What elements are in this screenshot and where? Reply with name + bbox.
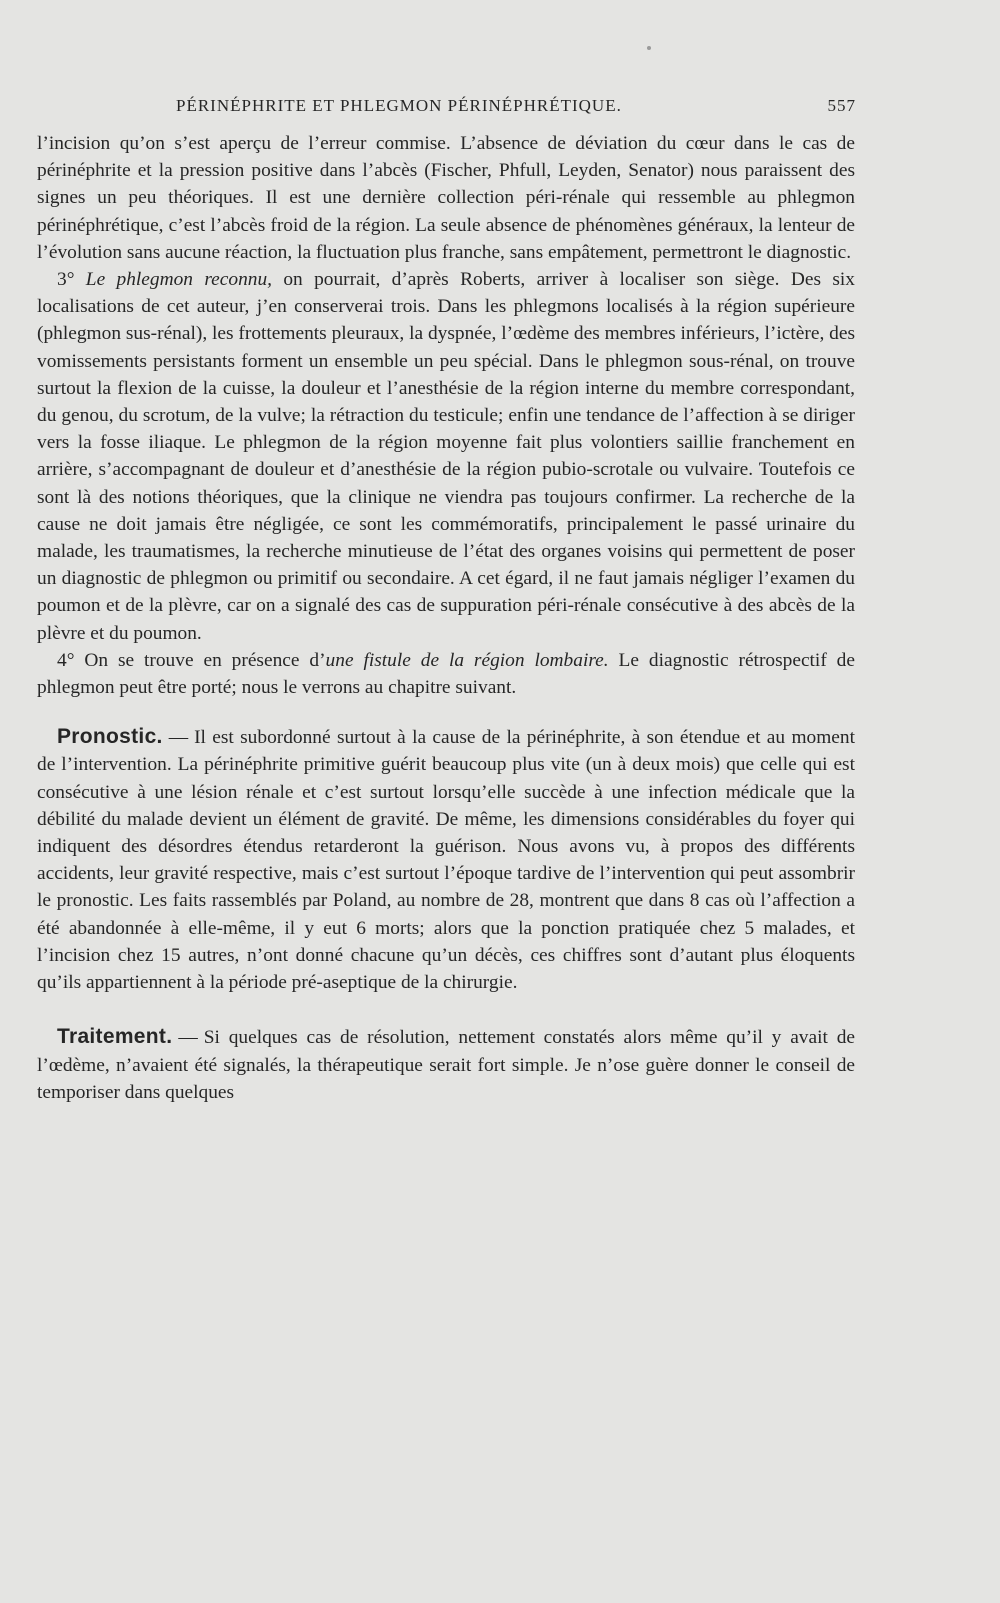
emphasis-text: une fistule de la région lombaire. xyxy=(325,649,609,671)
emphasis-text: Le phlegmon reconnu, xyxy=(85,269,273,291)
paragraph-text: On se trouve en présence d’ xyxy=(84,649,326,671)
em-dash: — xyxy=(168,727,189,749)
paragraph-fistule xyxy=(37,647,855,701)
em-dash: — xyxy=(178,1027,198,1049)
section-traitement xyxy=(37,1023,855,1106)
paper-speck xyxy=(647,46,651,50)
section-text: Si quelques cas de résolution, nettement constatés alors même qu’il y avait de l’œdème, n’avaient été signalés, la thérapeutique serait fort simple. Je n’ose guère donner le conseil de temporiser dans quelques xyxy=(37,1027,855,1103)
running-header xyxy=(176,96,856,124)
paragraph-text: on pourrait, d’après Roberts, arriver à localiser son siège. Des six localisations de cet auteur, j’en conserverai trois. Dans les phlegmons localisés à la région supérieure (phlegmon sus-rénal), les frottements pleuraux, la dyspnée, l’œdème des membres inférieurs, l’ictère, des vomissements persistants forment un ensemble un peu spécial. Dans le phlegmon sous-rénal, on trouve surtout la flexion de la cuisse, la douleur et l’anesthésie de la région interne du membre correspondant, du genou, du scrotum, de la vulve; la rétraction du testicule; enfin une tendance de l’affection à se diriger vers la fosse iliaque. Le phlegmon de la région moyenne fait plus volontiers saillie franchement en arrière, s’accompagnant de douleur et d’anesthésie de la région pubio-scrotale ou vulvaire. Toutefois ce sont là des notions théoriques, que la clinique ne viendra pas toujours confirmer. La recherche de la cause ne doit jamais être négligée, ce sont les commémoratifs, principalement le passé urinaire du malade, les traumatismes, la recherche minutieuse de l’état des organes voisins qui permettent de poser un diagnostic de phlegmon ou primitif ou secondaire. A cet égard, il ne faut jamais négliger l’examen du poumon et de la plèvre, car on a signalé des cas de suppuration péri-rénale consécutive à des abcès de la plèvre et du poumon. xyxy=(37,269,855,644)
section-pronostic xyxy=(37,723,855,996)
paragraph-text: Le diagnostic rétrospectif de phlegmon peut être porté; nous le verrons au chapitre suivant. xyxy=(37,649,855,699)
paragraph-continuation: l’incision qu’on s’est aperçu de l’erreur commise. L’absence de déviation du cœur dans le cas de périnéphrite et la pression positive dans l’abcès (Fischer, Phfull, Leyden, Senator) nous paraissent des signes un peu théoriques. Il est une dernière collection péri-rénale qui ressemble au phlegmon périnéphrétique, c’est l’abcès froid de la région. La seule absence de phénomènes généraux, la lenteur de l’évolution sans aucune réaction, la fluctuation plus franche, sans empâtement, permettront le diagnostic. xyxy=(37,133,855,263)
item-number: 3° xyxy=(57,269,75,291)
section-heading: Pronostic. xyxy=(57,725,163,749)
item-number: 4° xyxy=(57,649,75,671)
running-title: PÉRINÉPHRITE ET PHLEGMON PÉRINÉPHRÉTIQUE. xyxy=(176,96,622,115)
section-text: Il est subordonné surtout à la cause de la périnéphrite, à son étendue et au moment de l’intervention. La périnéphrite primitive guérit beaucoup plus vite (un à deux mois) que celle qui est consécutive à une lésion rénale et c’est surtout lorsqu’elle succède à une infection médicale que la débilité du malade devient un élément de gravité. De même, les dimensions considérables du foyer qui indiquent des désordres étendus retarderont la guérison. Nous avons vu, à propos des différents accidents, leur gravité respective, mais c’est surtout l’époque tardive de l’intervention qui peut assombrir le pronostic. Les faits rassemblés par Poland, au nombre de 28, montrent que dans 8 cas où l’affection a été abandonnée à elle-même, il y eut 6 morts; alors que la ponction pratiquée chez 5 malades, et l’incision chez 15 autres, n’ont donné chacune qu’un décès, ces chiffres sont d’autant plus éloquents qu’ils appartiennent à la période pré-aseptique de la chirurgie. xyxy=(37,727,855,994)
paragraph-localisation xyxy=(37,266,855,647)
section-heading: Traitement. xyxy=(57,1025,173,1049)
page-body xyxy=(37,130,855,1106)
page-number: 557 xyxy=(827,96,856,115)
